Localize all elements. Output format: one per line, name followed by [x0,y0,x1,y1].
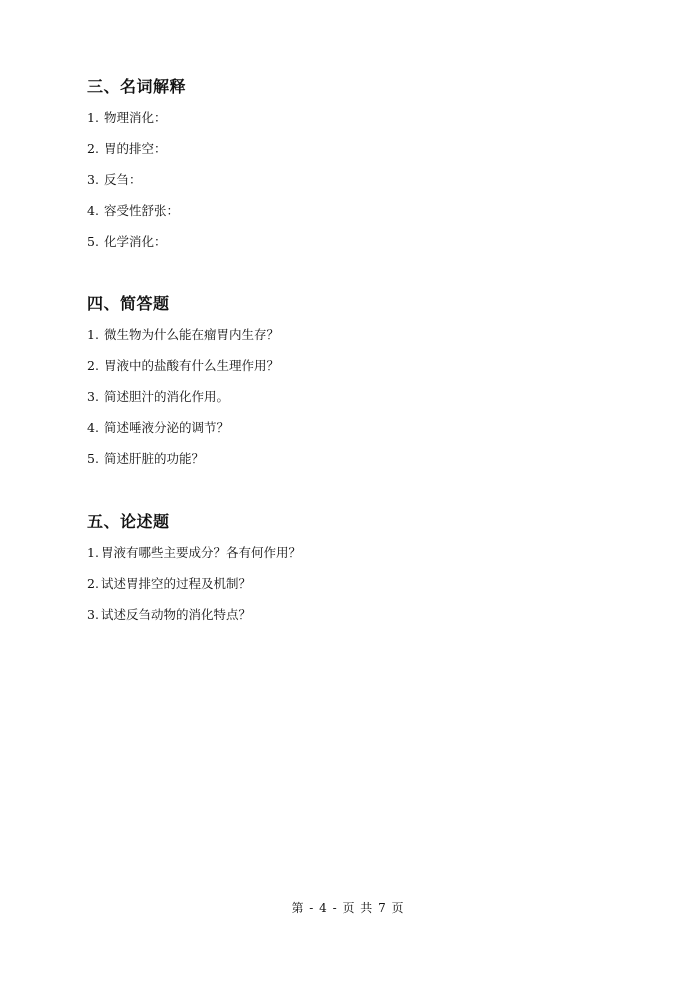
question-text: 胃液中的盐酸有什么生理作用？ [103,358,279,373]
question-text: 物理消化： [103,110,167,125]
question-item [87,355,627,386]
question-text: 试述胃排空的过程及机制？ [100,576,251,591]
question-item [87,324,627,355]
question-number: 2. [87,141,99,156]
question-text: 简述肝脏的功能？ [103,451,204,466]
question-text: 微生物为什么能在瘤胃内生存？ [103,327,279,342]
section-title: 三、名词解释 [87,77,187,96]
question-number: 1. [87,110,99,125]
question-item [87,542,627,573]
page-footer: 第 - 4 - 页 共 7 页 [291,901,404,915]
question-item [87,200,627,231]
question-text: 容受性舒张： [103,203,179,218]
question-text: 试述反刍动物的消化特点？ [100,607,251,622]
question-text: 化学消化： [103,234,167,249]
question-number: 1. [87,545,99,560]
question-number: 1. [87,327,99,342]
question-number: 5. [87,451,99,466]
section-essay [87,512,627,635]
question-item [87,231,627,262]
section-title: 四、简答题 [87,294,170,313]
question-number: 5. [87,234,99,249]
question-number: 3. [87,607,99,622]
question-item [87,573,627,604]
question-text: 胃液有哪些主要成分？各有何作用？ [100,545,301,560]
question-number: 2. [87,358,99,373]
question-number: 3. [87,389,99,404]
question-number: 3. [87,172,99,187]
question-item [87,386,627,417]
question-item [87,138,627,169]
question-number: 2. [87,576,99,591]
question-text: 简述唾液分泌的调节？ [103,420,229,435]
question-item [87,417,627,448]
section-terms [87,77,627,262]
question-number: 4. [87,203,99,218]
question-item [87,169,627,200]
section-title: 五、论述题 [87,512,170,531]
question-number: 4. [87,420,99,435]
section-short-answer [87,294,627,479]
question-text: 简述胆汁的消化作用。 [103,389,229,404]
question-item [87,448,627,479]
question-item [87,604,627,635]
question-text: 反刍： [103,172,142,187]
question-text: 胃的排空： [103,141,167,156]
question-item [87,107,627,138]
